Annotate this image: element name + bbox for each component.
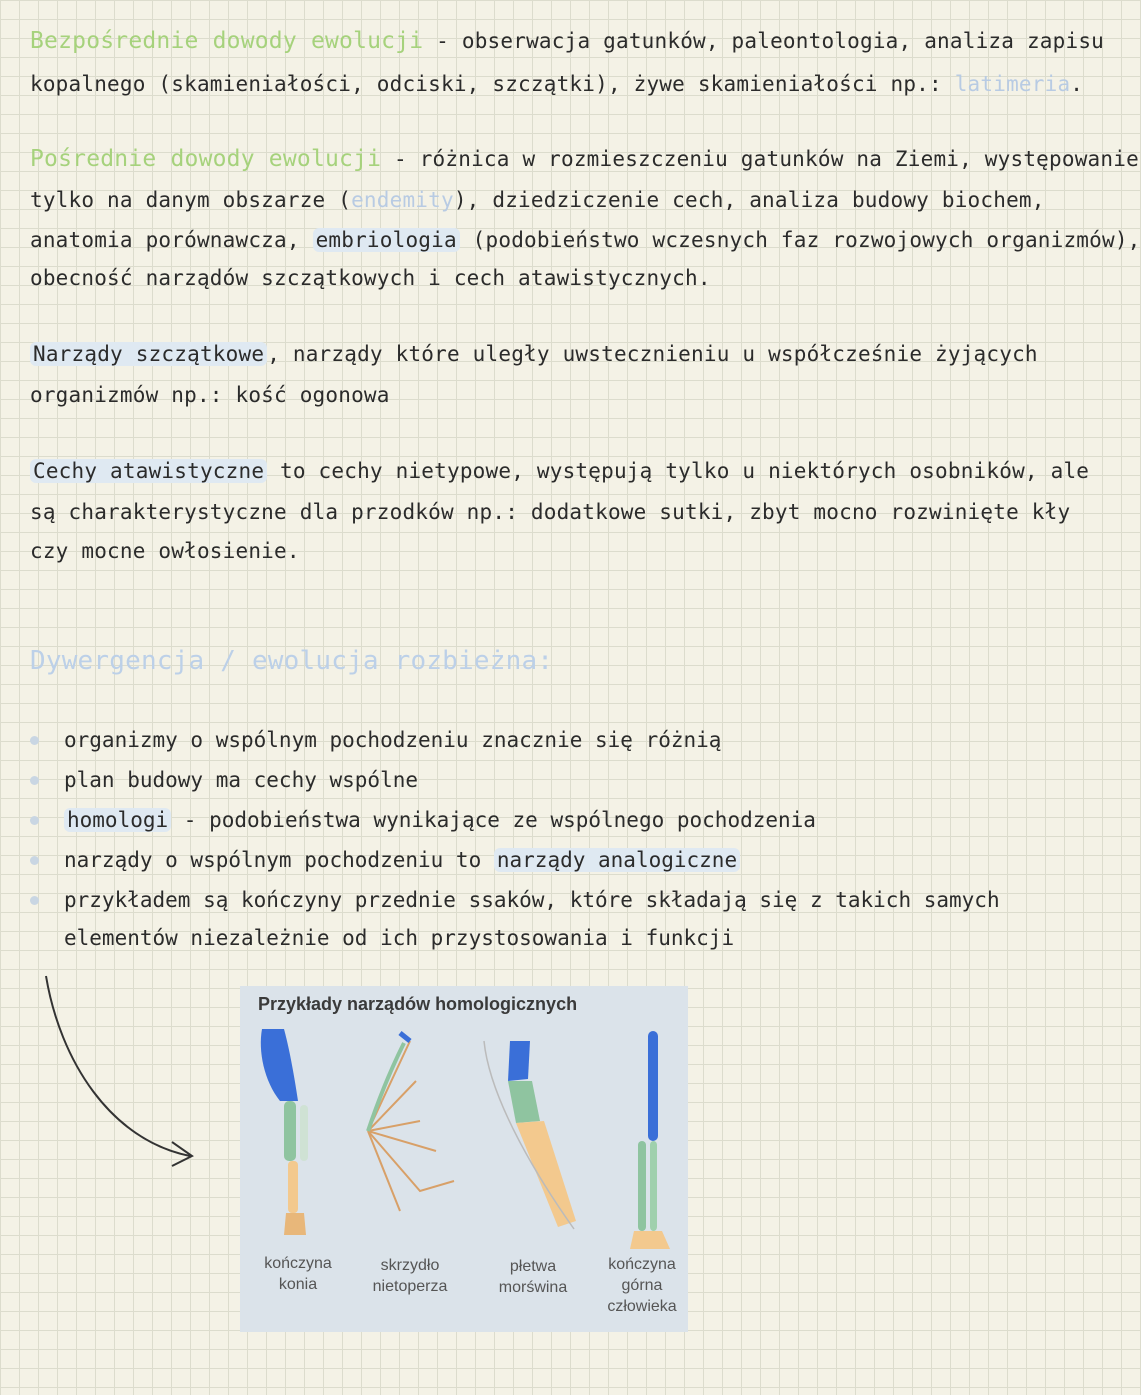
p3-line1-text: , narządy które uległy uwstecznieniu u współcześnie żyjących — [267, 342, 1038, 366]
p2-line2-b: ), dziedziczenie cech, analiza budowy biochem, — [453, 188, 1045, 212]
p3-term: Narządy szczątkowe — [30, 342, 267, 366]
caption-line: nietoperza — [372, 1278, 448, 1295]
bullet-text — [64, 848, 740, 872]
caption-line: górna — [621, 1277, 663, 1294]
caption-line: kończyna — [264, 1255, 332, 1272]
homologi-term: homologi — [64, 808, 171, 832]
analog-term: narządy analogiczne — [494, 848, 740, 872]
horse-limb-icon — [261, 1029, 308, 1235]
p4-line1-text: to cechy nietypowe, występują tylko u niektórych osobników, ale — [267, 459, 1090, 483]
arrow-icon — [40, 970, 210, 1170]
bullet-text: plan budowy ma cechy wspólne — [64, 768, 419, 792]
bullet-text: elementów niezależnie od ich przystosowania i funkcji — [64, 926, 735, 950]
caption-line: płetwa — [509, 1258, 557, 1275]
p2-term-endemity: endemity — [351, 188, 454, 212]
p2-line1-text: - różnica w rozmieszczeniu gatunków na Ziemi, występowanie — [381, 147, 1139, 171]
p2-line1 — [30, 146, 1139, 172]
bullet-text: organizmy o wspólnym pochodzeniu znacznie się różnią — [64, 728, 722, 752]
p1-heading: Bezpośrednie dowody ewolucji — [30, 28, 424, 54]
p4-line1 — [30, 459, 1089, 483]
p2-line2 — [30, 188, 1045, 212]
caption-horse — [262, 1253, 334, 1295]
caption-line: morświna — [498, 1279, 568, 1296]
p1-line2-text: kopalnego (skamieniałości, odciski, szczątki), żywe skamieniałości np.: — [30, 72, 955, 96]
p2-line3 — [30, 228, 1141, 252]
caption-bat — [362, 1255, 458, 1297]
caption-line: kończyna — [608, 1256, 676, 1273]
p2-term-embriologia: embriologia — [313, 228, 460, 252]
bullet-dot — [30, 856, 39, 865]
p2-line2-a: tylko na danym obszarze ( — [30, 188, 352, 212]
limbs-illustration — [240, 1021, 688, 1251]
p1-line1-text: - obserwacja gatunków, paleontologia, analiza zapisu — [423, 29, 1105, 53]
caption-porpoise — [490, 1256, 576, 1298]
p2-line3-a: anatomia porównawcza, — [30, 228, 313, 252]
p2-line4: obecność narządów szczątkowych i cech atawistycznych. — [30, 266, 711, 290]
caption-line: skrzydło — [380, 1257, 440, 1274]
analog-text: narządy o wspólnym pochodzeniu to — [64, 848, 494, 872]
bullet-dot — [30, 896, 39, 905]
bullet-text: przykładem są kończyny przednie ssaków, które składają się z takich samych — [64, 888, 1000, 912]
bullet-dot — [30, 736, 39, 745]
p3-line1 — [30, 342, 1038, 366]
bullet-dot — [30, 776, 39, 785]
p1-line2 — [30, 72, 1083, 96]
figure-title: Przykłady narządów homologicznych — [258, 994, 578, 1014]
p4-line3: czy mocne owłosienie. — [30, 539, 300, 563]
homologi-text: - podobieństwa wynikające ze wspólnego pochodzenia — [171, 808, 816, 832]
p4-term: Cechy atawistyczne — [30, 459, 267, 483]
p1-line2-end: . — [1070, 72, 1084, 96]
bullet-text — [64, 808, 816, 832]
p2-heading: Pośrednie dowody ewolucji — [30, 146, 382, 172]
porpoise-flipper-icon — [484, 1041, 576, 1229]
p1-line1 — [30, 28, 1104, 54]
bullet-dot — [30, 816, 39, 825]
p2-line3-b: (podobieństwo wczesnych faz rozwojowych organizmów), — [459, 228, 1141, 252]
caption-human — [604, 1254, 680, 1317]
caption-line: konia — [278, 1276, 318, 1293]
human-arm-icon — [630, 1031, 670, 1249]
p3-line2: organizmów np.: kość ogonowa — [30, 383, 390, 407]
caption-line: człowieka — [607, 1298, 677, 1315]
p1-term-latimeria: latimeria — [954, 72, 1071, 96]
section-title: Dywergencja / ewolucja rozbieżna: — [30, 646, 554, 676]
homologous-organs-figure — [240, 986, 688, 1332]
p4-line2: są charakterystyczne dla przodków np.: dodatkowe sutki, zbyt mocno rozwinięte kły — [30, 500, 1071, 524]
bat-wing-icon — [368, 1033, 454, 1211]
